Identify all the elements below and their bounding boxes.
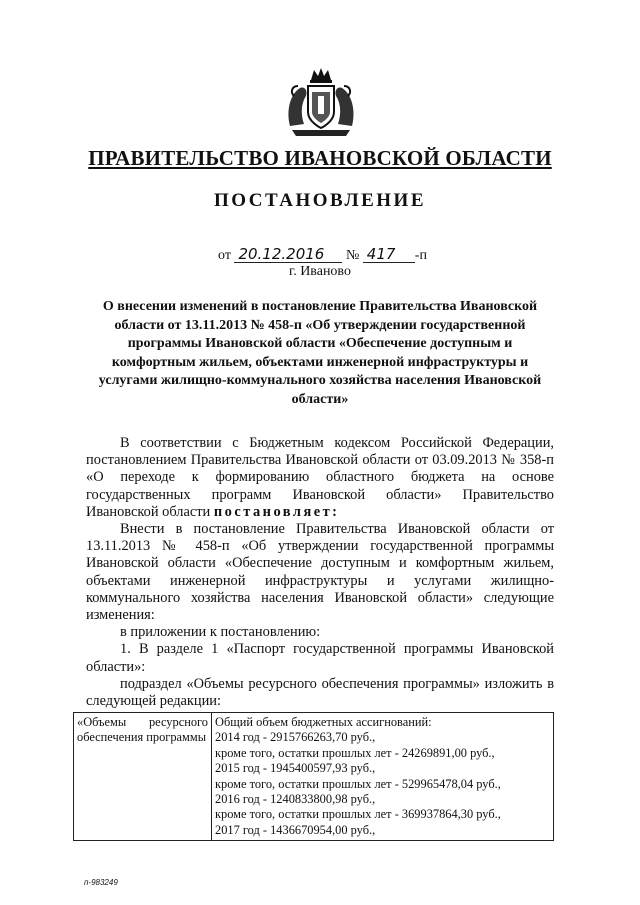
paragraph-preamble [86, 435, 554, 521]
organization-name: ПРАВИТЕЛЬСТВО ИВАНОВСКОЙ ОБЛАСТИ [88, 146, 552, 170]
paragraph-section-1: 1. В разделе 1 «Паспорт государственной программы Ивановской области»: [86, 641, 554, 675]
table-line: кроме того, остатки прошлых лет - 24269891,00 руб., [215, 745, 495, 760]
preamble-text: В соответствии с Бюджетным кодексом Российской Федерации, постановлением Правительства Ивановской области от 03.09.2013 № 358-п «О переходе к формированию областного бюджета на основе государственных программ Ивановской области» Правительство Ивановской области [86, 435, 554, 520]
city: г. Иваново [289, 264, 351, 279]
document-type: ПОСТАНОВЛЕНИЕ [213, 190, 427, 211]
paragraph-subsection: подраздел «Объемы ресурсного обеспечения программы» изложить в следующей редакции: [86, 675, 554, 710]
date-prefix: от [218, 248, 231, 263]
handwritten-date: 20.12.2016 [234, 246, 342, 263]
table-row [74, 713, 554, 841]
table-line: Общий объем бюджетных ассигнований: [215, 715, 432, 729]
resource-table [73, 712, 554, 841]
table-line: 2014 год - 2915766263,70 руб., [215, 730, 376, 745]
paragraph-amend: Внести в постановление Правительства Ивановской области от 13.11.2013 № 458-п «Об утверждении государственной программы Ивановской области «Обеспечение доступным и комфортным жильем, объектами инженерной инфраструктуры и услугами жилищно-коммунального хозяйства населения Ивановской области» следующие изменения: [86, 521, 554, 624]
table-line: кроме того, остатки прошлых лет - 529965478,04 руб., [215, 776, 501, 791]
table-line: 2016 год - 1240833800,98 руб., [215, 792, 376, 807]
table-line: 2015 год - 1945400597,93 руб., [215, 761, 376, 776]
resolution-title: О внесении изменений в постановление Правительства Ивановской области от 13.11.2013 № 458-п «Об утверждении государственной программы Ивановской области «Обеспечение доступным и комфортным жильем, объектами инженерной инфраструктуры и услугами жилищно-коммунального хозяйства населения Ивановской области» [98, 299, 542, 407]
table-line: 2017 год - 1436670954,00 руб., [215, 822, 376, 837]
table-label-cell: «Объемы ресурсного обеспечения программы [74, 713, 212, 841]
date-number-line [218, 246, 427, 264]
paragraph-appendix: в приложении к постановлению: [120, 624, 321, 641]
table-line: кроме того, остатки прошлых лет - 369937864,30 руб., [215, 807, 501, 822]
handwritten-number: 417 [363, 246, 415, 263]
body-text [86, 435, 554, 710]
table-value-cell [212, 713, 554, 841]
footer-code: п-983249 [84, 878, 118, 887]
number-sign: № [345, 248, 360, 263]
resolves-word: постановляет: [213, 503, 340, 520]
number-suffix: -п [414, 248, 427, 263]
coat-of-arms-emblem [284, 66, 358, 138]
